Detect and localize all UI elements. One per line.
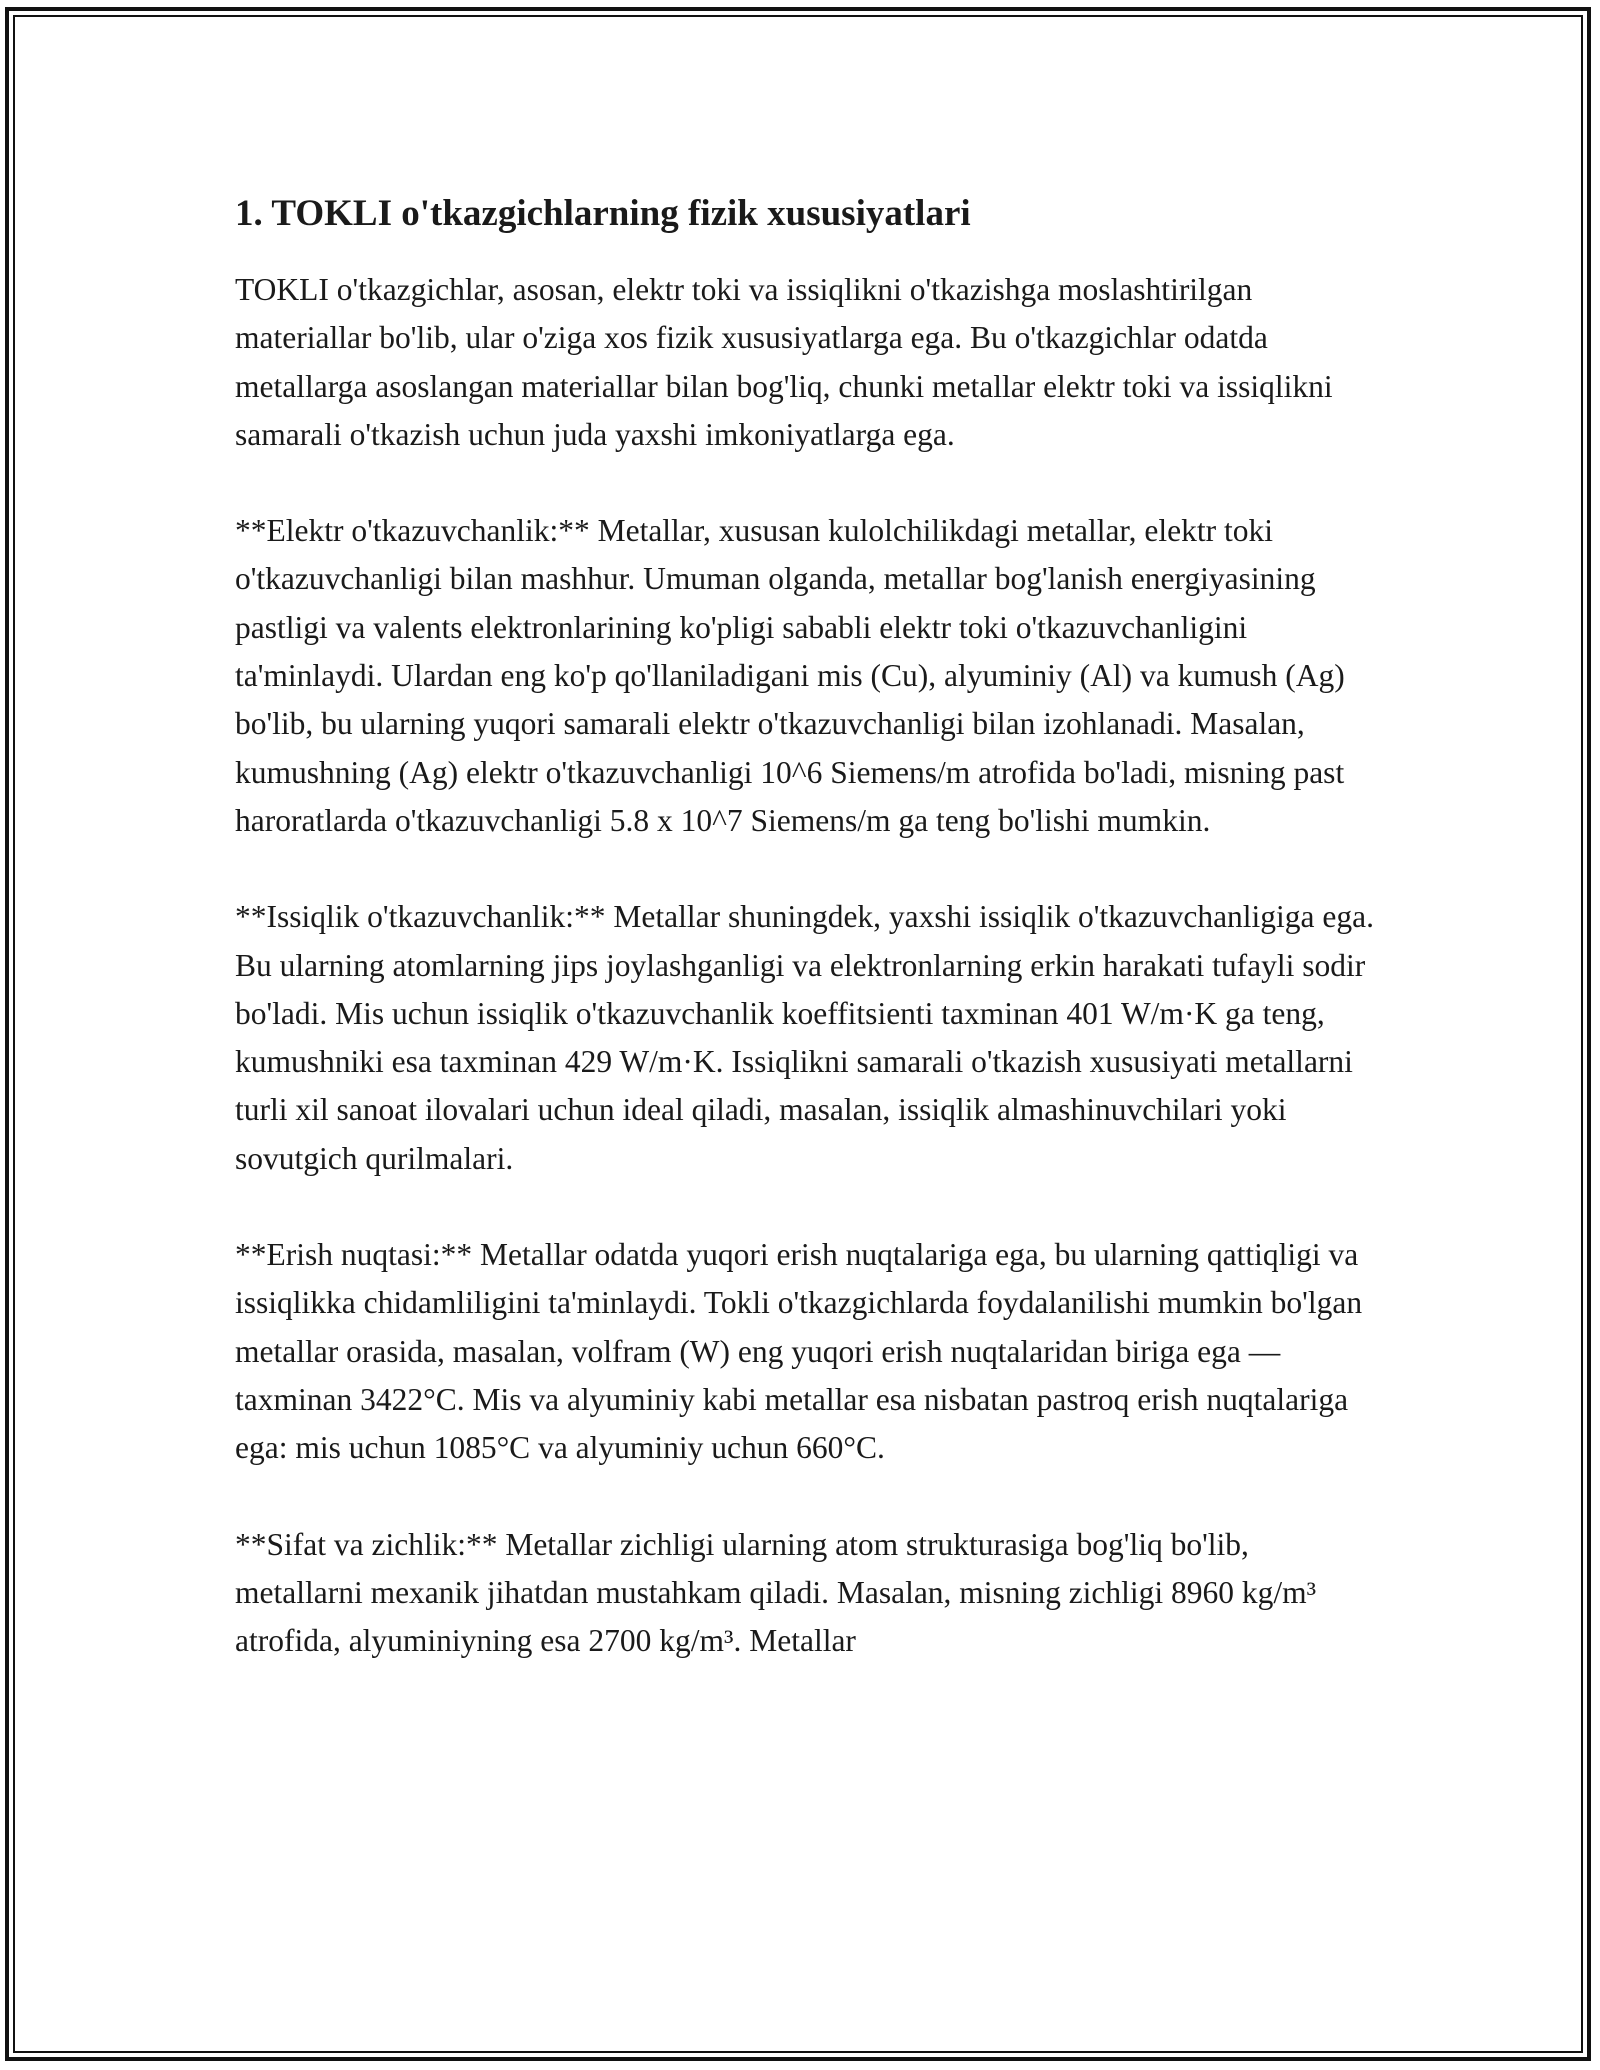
paragraph-thermal-conductivity: **Issiqlik o'tkazuvchanlik:** Metallar shuningdek, yaxshi issiqlik o'tkazuvchanligiga ega. Bu ularning atomlarning jips joylashganligi va elektronlarning erkin harakati tufayli sodir bo'ladi. Mis uchun issiqlik o'tkazuvchanlik koeffitsienti taxminan 401 W/m·K ga teng, kumushniki esa taxminan 429 W/m·K. Issiqlikni samarali o'tkazish xususiyati metallarni turli xil sanoat ilovalari uchun ideal qiladi, masalan, issiqlik almashinuvchilari yoki sovutgich qurilmalari. (235, 899, 1374, 1176)
paragraph-intro: TOKLI o'tkazgichlar, asosan, elektr toki va issiqlikni o'tkazishga moslashtirilgan materiallar bo'lib, ular o'ziga xos fizik xususiyatlarga ega. Bu o'tkazgichlar odatda metallarga asoslangan materiallar bilan bog'liq, chunki metallar elektr toki va issiqlikni samarali o'tkazish uchun juda yaxshi imkoniyatlarga ega. (235, 272, 1333, 452)
paragraph-electrical-conductivity: **Elektr o'tkazuvchanlik:** Metallar, xususan kulolchilikdagi metallar, elektr toki o'tkazuvchanligi bilan mashhur. Umuman olganda, metallar bog'lanish energiyasining pastligi va valents elektronlarining ko'pligi sababli elektr toki o'tkazuvchanligini ta'minlaydi. Ulardan eng ko'p qo'llaniladigani mis (Cu), alyuminiy (Al) va kumush (Ag) bo'lib, bu ularning yuqori samarali elektr o'tkazuvchanligi bilan izohlanadi. Masalan, kumushning (Ag) elektr o'tkazuvchanligi 10^6 Siemens/m atrofida bo'ladi, misning past haroratlarda o'tkazuvchanligi 5.8 x 10^7 Siemens/m ga teng bo'lishi mumkin. (235, 513, 1345, 838)
document-page (235, 188, 1375, 1713)
section-title: 1. TOKLI o'tkazgichlarning fizik xususiyatlari (235, 193, 971, 234)
paragraph-melting-point: **Erish nuqtasi:** Metallar odatda yuqori erish nuqtalariga ega, bu ularning qattiqligi va issiqlikka chidamliligini ta'minlaydi. Tokli o'tkazgichlarda foydalanilishi mumkin bo'lgan metallar orasida, masalan, volfram (W) eng yuqori erish nuqtalaridan biriga ega — taxminan 3422°C. Mis va alyuminiy kabi metallar esa nisbatan pastroq erish nuqtalariga ega: mis uchun 1085°C va alyuminiy uchun 660°C. (235, 1237, 1363, 1466)
paragraph-density: **Sifat va zichlik:** Metallar zichligi ularning atom strukturasiga bog'liq bo'lib, metallarni mexanik jihatdan mustahkam qiladi. Masalan, misning zichligi 8960 kg/m³ atrofida, alyuminiyning esa 2700 kg/m³. Metallar (235, 1526, 1317, 1659)
